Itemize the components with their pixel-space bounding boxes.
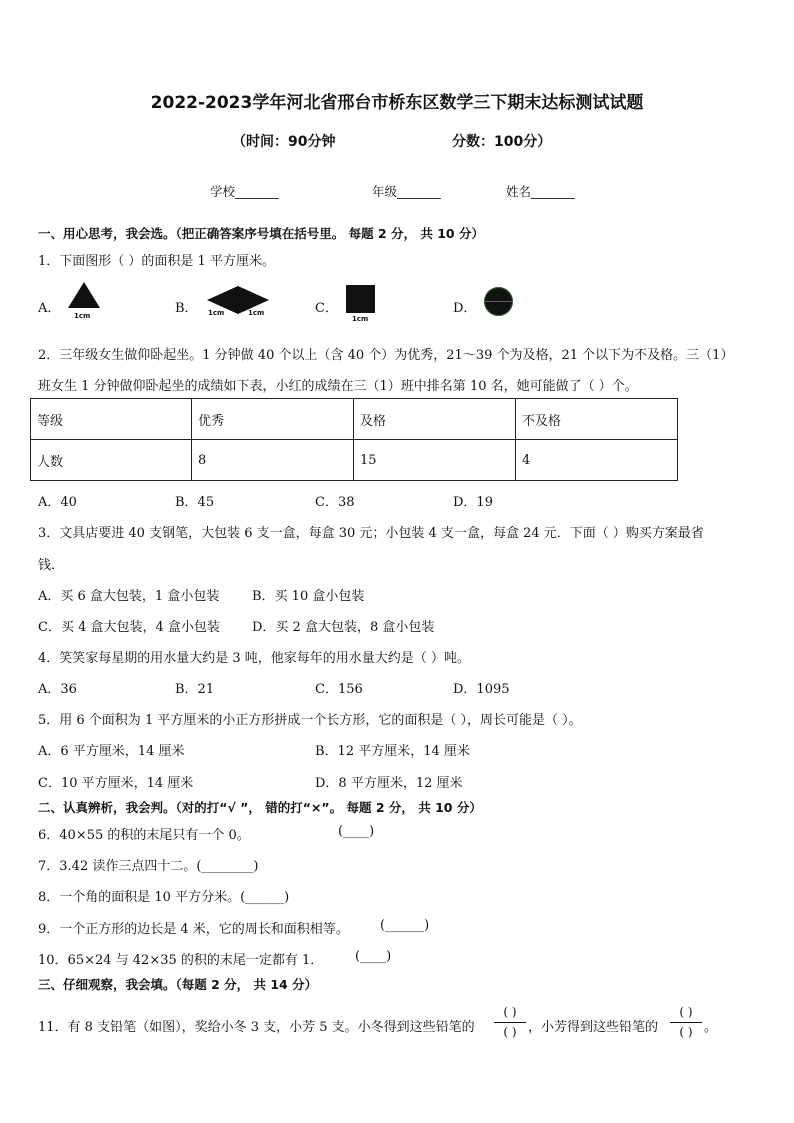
question-7: 7．3.42 读作三点四十二。(________) (38, 859, 259, 874)
square-shape-icon (346, 285, 375, 313)
q5-option-b: B．12 平方厘米，14 厘米 (315, 744, 470, 759)
q2-option-c: C．38 (315, 495, 355, 510)
table-cell: 8 (192, 440, 354, 481)
question-4: 4．笑笑家每星期的用水量大约是 3 吨，他家每年的用水量大约是（ ）吨。 (38, 651, 470, 666)
exam-time: （时间：90分钟 (232, 134, 336, 150)
question-6-blank: (____) (338, 824, 375, 839)
question-11-part-3: 。 (704, 1020, 718, 1035)
question-3-line-1: 3．文具店要进 40 支钢笔，大包装 6 支一盒，每盒 30 元；小包装 4 支一盒，每盒 24 元．下面（ ）购买方案最省 (38, 526, 704, 541)
table-cell: 15 (354, 440, 516, 481)
question-11-part-1: 11．有 8 支铅笔（如图），奖给小冬 3 支，小芳 5 支。小冬得到这些铅笔的 (38, 1020, 475, 1035)
question-2-line-2: 班女生 1 分钟做仰卧起坐的成绩如下表，小红的成绩在三（1）班中排名第 10 名，她可能做了（ ）个。 (38, 379, 638, 394)
circle-diameter-line (484, 301, 513, 302)
question-8: 8．一个角的面积是 10 平方分米。(______) (38, 890, 290, 905)
fraction-denominator: ( ) (679, 1025, 693, 1039)
q3-option-b: B．买 10 盒小包装 (252, 589, 365, 604)
q1-option-c: C． (315, 301, 338, 316)
q5-option-a: A．6 平方厘米，14 厘米 (38, 744, 185, 759)
table-cell: 人数 (31, 440, 192, 481)
q1-option-b: B． (175, 301, 198, 316)
section-3-heading: 三、仔细观察，我会填。（每题 2 分， 共 14 分） (38, 977, 318, 992)
fraction-numerator: ( ) (503, 1005, 517, 1019)
question-1: 1．下面图形（ ）的面积是 1 平方厘米。 (38, 254, 275, 269)
question-2-line-1: 2．三年级女生做仰卧起坐。1 分钟做 40 个以上（含 40 个）为优秀，21～39 个为及格，21 个以下为不及格。三（1） (38, 348, 734, 363)
q11-fraction-2 (670, 1005, 702, 1040)
q3-option-a: A．买 6 盒大包装，1 盒小包装 (38, 589, 220, 604)
q1-label-b2: 1cm (248, 309, 265, 317)
q2-option-b: B．45 (175, 495, 215, 510)
q4-option-b: B．21 (175, 682, 215, 697)
question-10-blank: (____) (355, 949, 392, 964)
q5-option-d: D．8 平方厘米，12 厘米 (315, 776, 463, 791)
q4-option-d: D．1095 (453, 682, 510, 697)
question-5: 5．用 6 个面积为 1 平方厘米的小正方形拼成一个长方形，它的面积是（ ），周长可能是（ ）。 (38, 713, 582, 728)
table-cell: 优秀 (192, 399, 354, 440)
table-cell: 及格 (354, 399, 516, 440)
question-3-line-2: 钱． (38, 558, 65, 573)
question-11-part-2: ，小芳得到这些铅笔的 (528, 1020, 659, 1035)
q2-option-a: A．40 (38, 495, 77, 510)
question-10: 10．65×24 与 42×35 的积的末尾一定都有 1． (38, 953, 324, 968)
page-title: 2022-2023学年河北省邢台市桥东区数学三下期末达标测试试题 (150, 93, 644, 113)
q4-option-c: C．156 (315, 682, 363, 697)
question-9: 9．一个正方形的边长是 4 米，它的周长和面积相等。 (38, 922, 349, 937)
table-cell: 等级 (31, 399, 192, 440)
q3-option-d: D．买 2 盒大包装，8 盒小包装 (252, 620, 435, 635)
fraction-numerator: ( ) (679, 1005, 693, 1019)
section-1-heading: 一、用心思考，我会选。（把正确答案序号填在括号里。 每题 2 分， 共 10 分） (38, 226, 484, 241)
q1-label-b1: 1cm (208, 309, 225, 317)
table-row (31, 399, 678, 440)
q1-option-d: D． (453, 301, 477, 316)
exam-score: 分数：100分） (452, 134, 552, 150)
q11-fraction-1 (494, 1005, 526, 1040)
q1-option-a: A． (38, 301, 61, 316)
fraction-denominator: ( ) (503, 1025, 517, 1039)
q1-label-a: 1cm (74, 312, 91, 320)
grade-field: 年级_______ (372, 184, 441, 199)
grade-table (30, 398, 678, 481)
section-2-heading: 二、认真辨析，我会判。（对的打“√ ”， 错的打“×”。 每题 2 分， 共 10 分） (38, 800, 482, 815)
q4-option-a: A．36 (38, 682, 77, 697)
table-cell: 4 (516, 440, 678, 481)
q5-option-c: C．10 平方厘米，14 厘米 (38, 776, 194, 791)
q3-option-c: C．买 4 盒大包装，4 盒小包装 (38, 620, 220, 635)
table-row (31, 440, 678, 481)
table-cell: 不及格 (516, 399, 678, 440)
name-field: 姓名_______ (506, 184, 575, 199)
question-6: 6．40×55 的积的末尾只有一个 0。 (38, 828, 250, 843)
q2-option-d: D．19 (453, 495, 493, 510)
q1-label-c: 1cm (352, 315, 369, 323)
question-9-blank: (______) (380, 918, 430, 933)
school-field: 学校_______ (210, 184, 279, 199)
